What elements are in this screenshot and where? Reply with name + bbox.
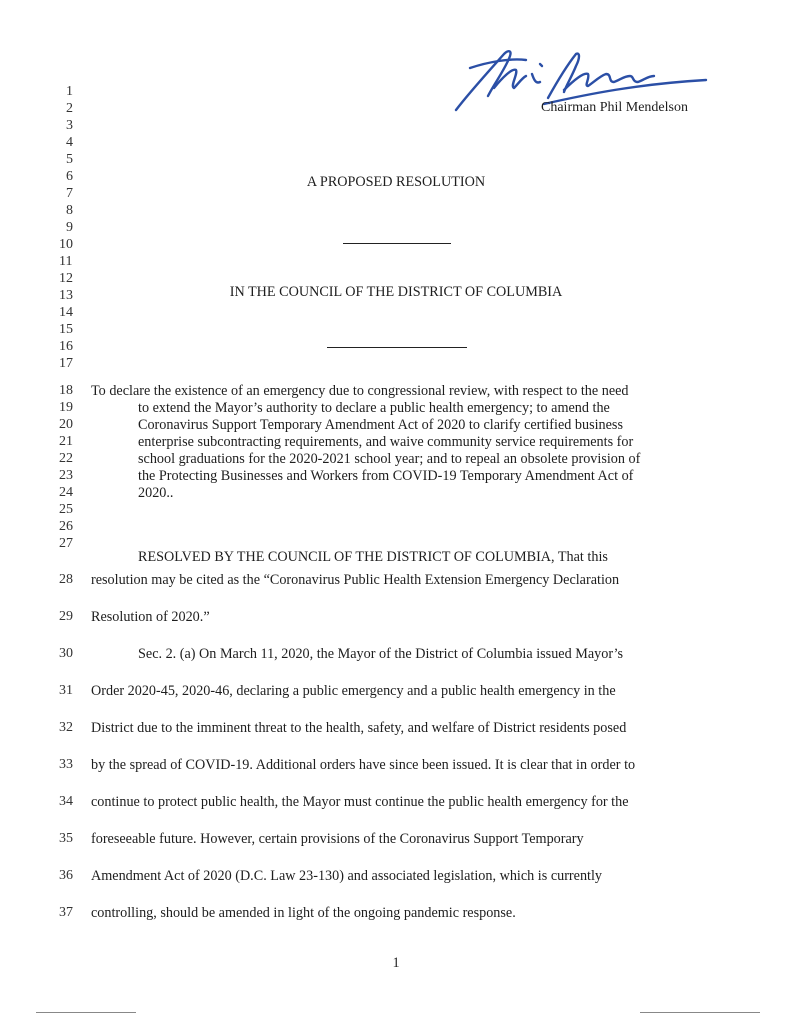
signatory-name: Chairman Phil Mendelson <box>541 100 688 115</box>
long-title-line: school graduations for the 2020-2021 school year; and to repeal an obsolete provision of <box>138 451 641 467</box>
document-title: A PROPOSED RESOLUTION <box>306 174 486 190</box>
long-title-line: to extend the Mayor’s authority to declare a public health emergency; to amend the <box>138 400 610 416</box>
footer-rule-right <box>640 1012 760 1013</box>
line-number: 12 <box>59 271 73 286</box>
line-number: 9 <box>66 220 73 235</box>
line-number: 23 <box>59 468 73 483</box>
council-underline <box>327 347 467 348</box>
long-title-line: 2020.. <box>138 485 174 501</box>
page-number: 1 <box>392 955 400 971</box>
line-number: 11 <box>59 254 73 269</box>
line-number: 17 <box>59 356 73 371</box>
line-number: 28 <box>59 572 73 587</box>
body-line: RESOLVED BY THE COUNCIL OF THE DISTRICT OF COLUMBIA, That this <box>138 549 608 565</box>
line-number: 5 <box>66 152 73 167</box>
body-line: Sec. 2. (a) On March 11, 2020, the Mayor of the District of Columbia issued Mayor’s <box>138 646 624 662</box>
body-line: foreseeable future. However, certain provisions of the Coronavirus Support Temporary <box>91 831 584 847</box>
body-line: District due to the imminent threat to the health, safety, and welfare of District residents posed <box>91 720 627 736</box>
line-number: 14 <box>59 305 73 320</box>
body-line: Order 2020-45, 2020-46, declaring a public emergency and a public health emergency in the <box>91 683 616 699</box>
line-number: 6 <box>66 169 73 184</box>
line-number: 31 <box>59 683 73 698</box>
line-number: 22 <box>59 451 73 466</box>
council-heading: IN THE COUNCIL OF THE DISTRICT OF COLUMBIA <box>229 284 563 300</box>
body-line: by the spread of COVID-19. Additional orders have since been issued. It is clear that in order to <box>91 757 636 773</box>
body-line: Resolution of 2020.” <box>91 609 210 625</box>
body-line: controlling, should be amended in light of the ongoing pandemic response. <box>91 905 516 921</box>
line-number: 18 <box>59 383 73 398</box>
line-number: 3 <box>66 118 73 133</box>
body-line: Amendment Act of 2020 (D.C. Law 23-130) and associated legislation, which is currently <box>91 868 603 884</box>
line-number: 13 <box>59 288 73 303</box>
line-number: 27 <box>59 536 73 551</box>
line-number: 20 <box>59 417 73 432</box>
line-number: 4 <box>66 135 73 150</box>
line-number: 36 <box>59 868 73 883</box>
line-number: 34 <box>59 794 73 809</box>
line-number: 10 <box>59 237 73 252</box>
long-title-line: enterprise subcontracting requirements, and waive community service requirements for <box>138 434 634 450</box>
body-line: continue to protect public health, the Mayor must continue the public health emergency for the <box>91 794 629 810</box>
footer-rule-left <box>36 1012 136 1013</box>
long-title-line: To declare the existence of an emergency due to congressional review, with respect to the need <box>91 383 629 399</box>
line-number: 7 <box>66 186 73 201</box>
line-number: 1 <box>66 84 73 99</box>
line-number: 24 <box>59 485 73 500</box>
long-title-line: Coronavirus Support Temporary Amendment Act of 2020 to clarify certified business <box>138 417 623 433</box>
line-number: 29 <box>59 609 73 624</box>
line-number: 30 <box>59 646 73 661</box>
line-number: 21 <box>59 434 73 449</box>
line-number: 19 <box>59 400 73 415</box>
line-number: 37 <box>59 905 73 920</box>
long-title-line: the Protecting Businesses and Workers from COVID-19 Temporary Amendment Act of <box>138 468 634 484</box>
line-number: 26 <box>59 519 73 534</box>
title-underline <box>343 243 451 244</box>
body-line: resolution may be cited as the “Coronavirus Public Health Extension Emergency Declaration <box>91 572 620 588</box>
line-number: 2 <box>66 101 73 116</box>
line-number: 35 <box>59 831 73 846</box>
line-number: 33 <box>59 757 73 772</box>
line-number: 25 <box>59 502 73 517</box>
line-number: 8 <box>66 203 73 218</box>
line-number: 32 <box>59 720 73 735</box>
line-number: 15 <box>59 322 73 337</box>
line-number: 16 <box>59 339 73 354</box>
